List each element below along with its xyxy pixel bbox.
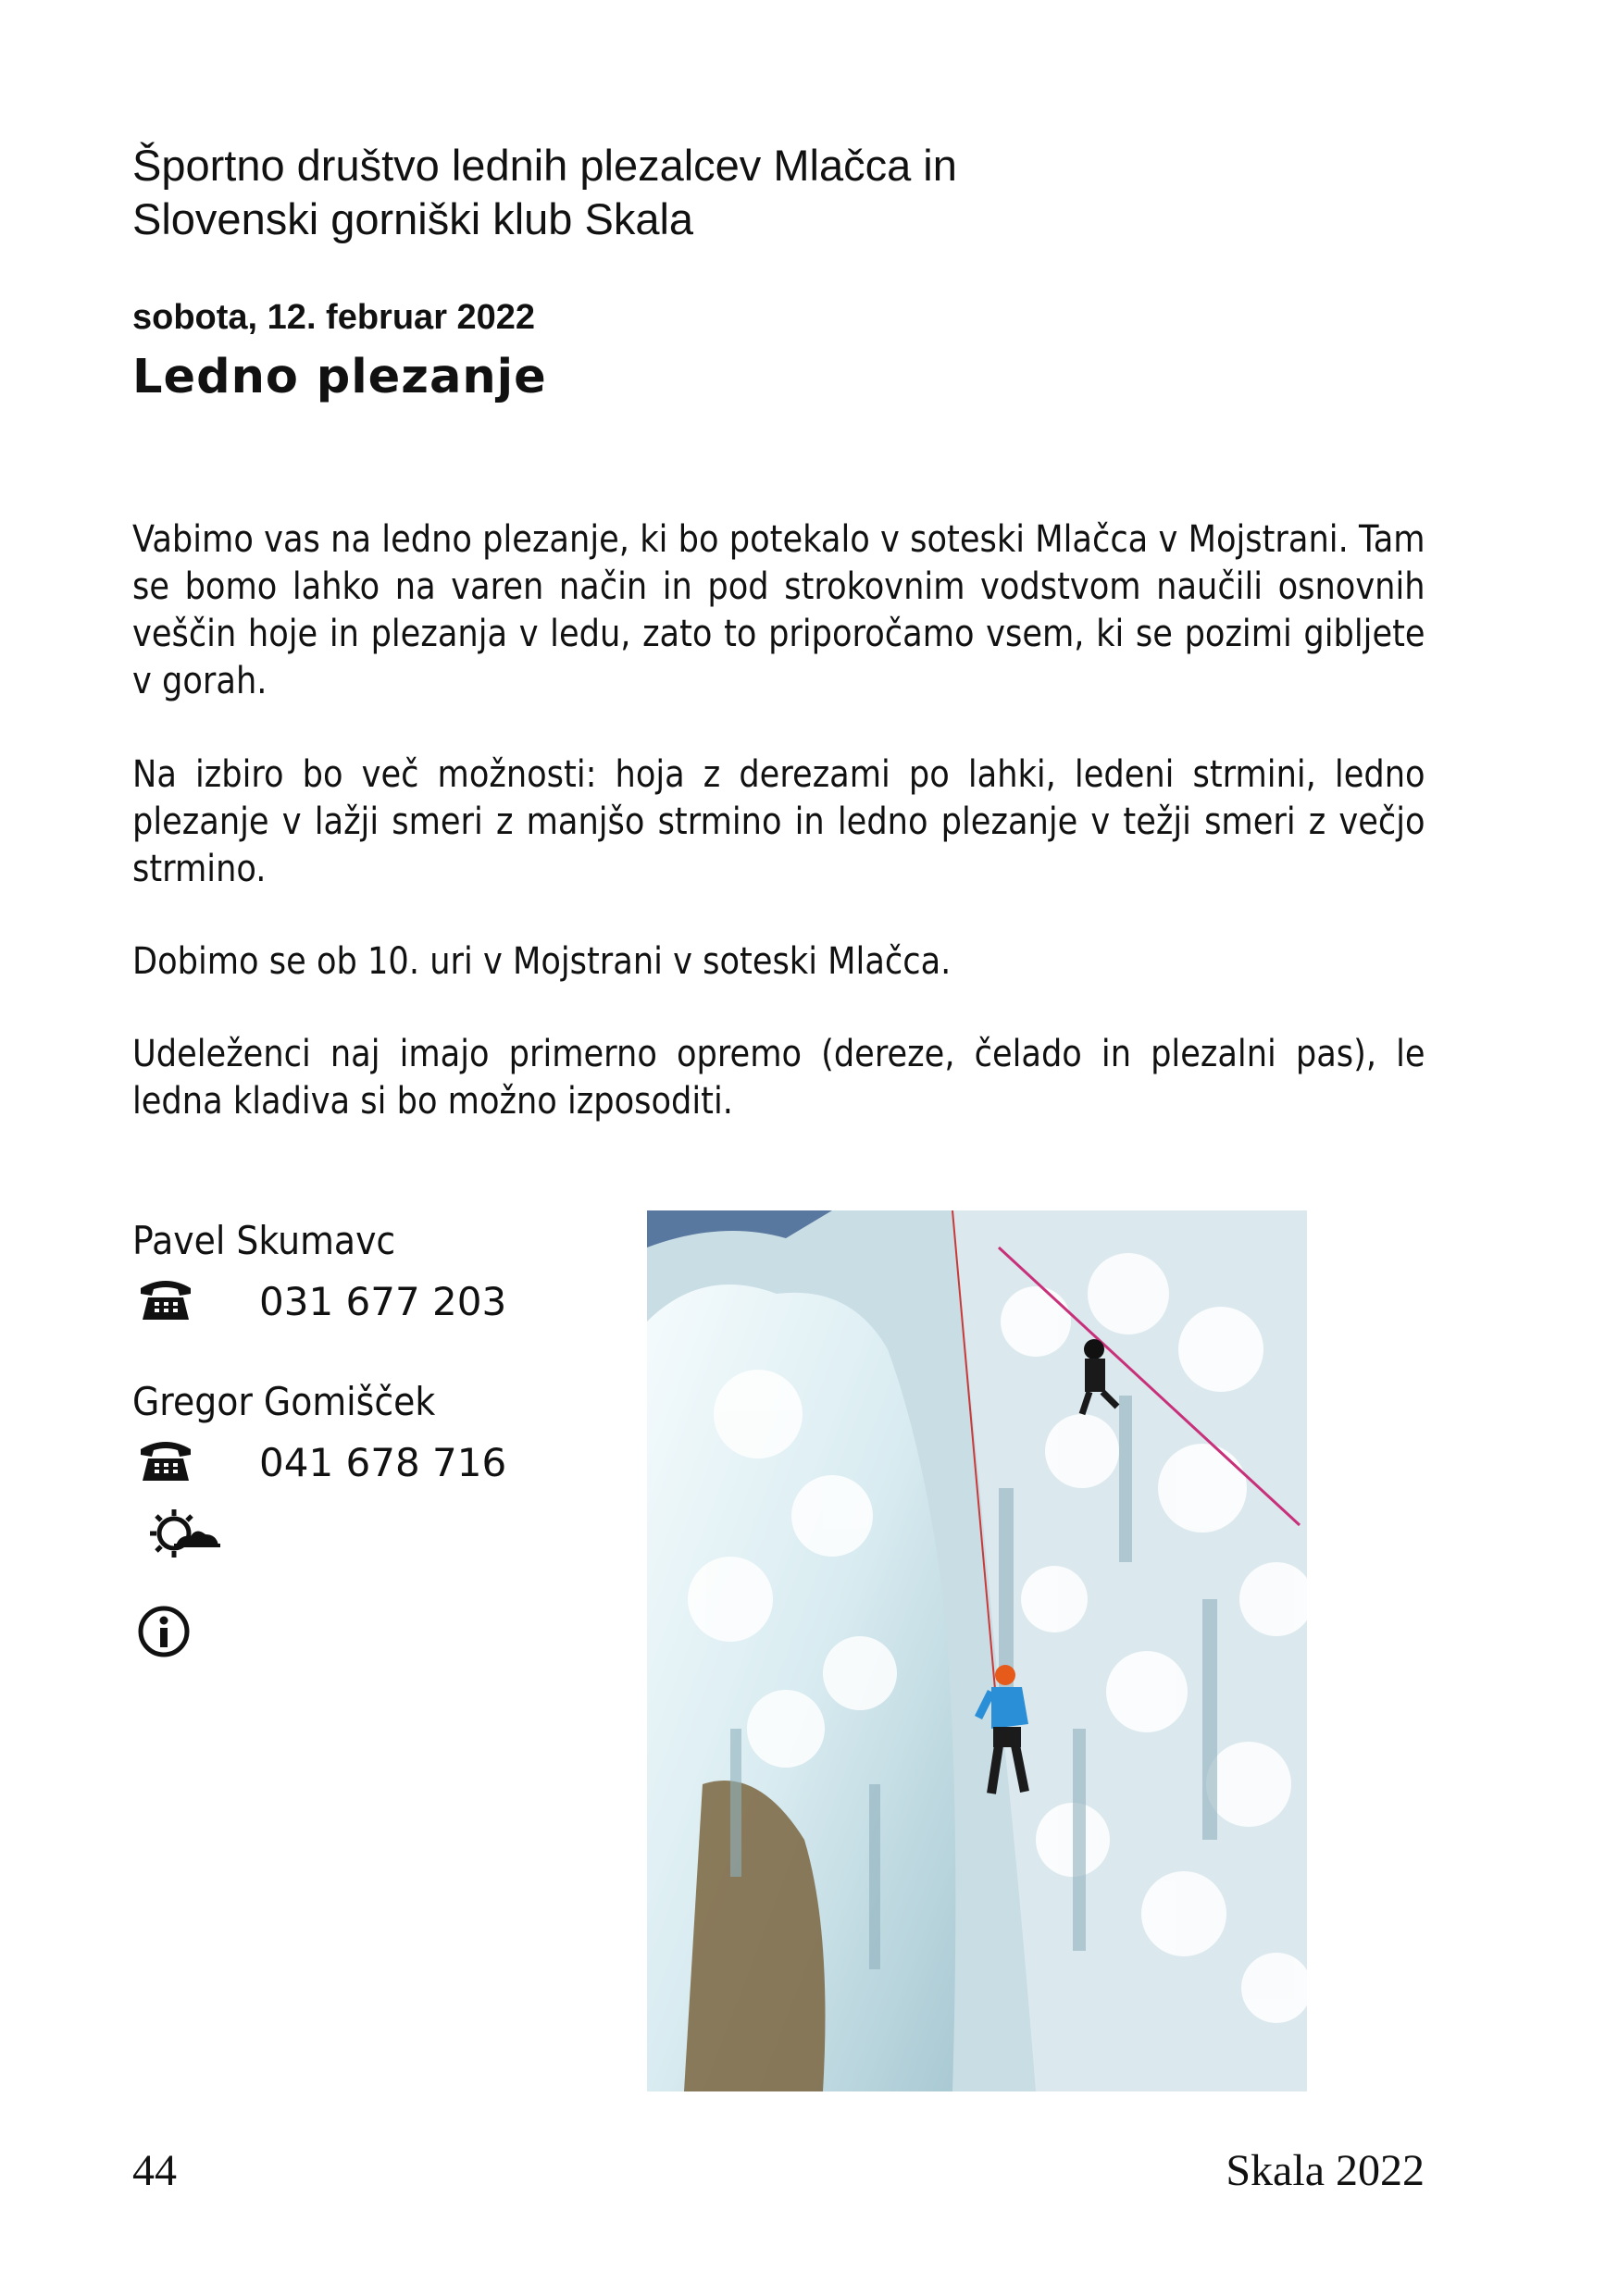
page-number: 44 bbox=[132, 2146, 177, 2195]
organizer-heading bbox=[132, 139, 1428, 246]
info-icon bbox=[137, 1605, 191, 1658]
ice-climbing-photo bbox=[647, 1210, 1307, 2091]
organizer-line-1: Športno društvo lednih plezalcev Mlačca in bbox=[132, 141, 957, 190]
contact-phone-row bbox=[137, 1436, 507, 1492]
paragraph-equipment: Udeleženci naj imajo primerno opremo (dereze, čelado in plezalni pas), le ledna kladiva si bo možno izposoditi. bbox=[132, 1033, 1425, 1123]
event-title: Ledno plezanje bbox=[132, 350, 547, 404]
contact-phone: 031 677 203 bbox=[259, 1279, 507, 1324]
contact-name: Gregor Gomišček bbox=[132, 1379, 436, 1424]
contact-name: Pavel Skumavc bbox=[132, 1218, 396, 1263]
paragraph-options: Na izbiro bo več možnosti: hoja z derezami po lahki, ledeni strmini, ledno plezanje v lažji smeri z manjšo strmino in ledno plezanje v težji smeri z večjo strmino. bbox=[132, 753, 1425, 890]
organizer-line-2: Slovenski gorniški klub Skala bbox=[132, 194, 694, 243]
publication-name: Skala 2022 bbox=[1226, 2146, 1425, 2195]
phone-icon bbox=[137, 1275, 194, 1323]
paragraph-invitation: Vabimo vas na ledno plezanje, ki bo potekalo v soteski Mlačca v Mojstrani. Tam se bomo lahko na varen način in pod strokovnim vodstvom naučili osnovnih veščin hoje in plezanja v ledu, zato to priporočamo vsem, ki se pozimi gibljete v gorah. bbox=[132, 518, 1425, 702]
paragraph-meeting: Dobimo se ob 10. uri v Mojstrani v soteski Mlačca. bbox=[132, 940, 952, 983]
event-date: sobota, 12. februar 2022 bbox=[132, 298, 536, 337]
contact-phone: 041 678 716 bbox=[259, 1440, 507, 1485]
info-icon-wrap bbox=[137, 1605, 191, 1663]
contact-phone-row bbox=[137, 1275, 507, 1331]
photo-graphic bbox=[647, 1210, 1307, 2091]
phone-icon bbox=[137, 1436, 194, 1484]
weather-icon bbox=[148, 1507, 222, 1560]
weather-icon-wrap bbox=[148, 1507, 222, 1565]
